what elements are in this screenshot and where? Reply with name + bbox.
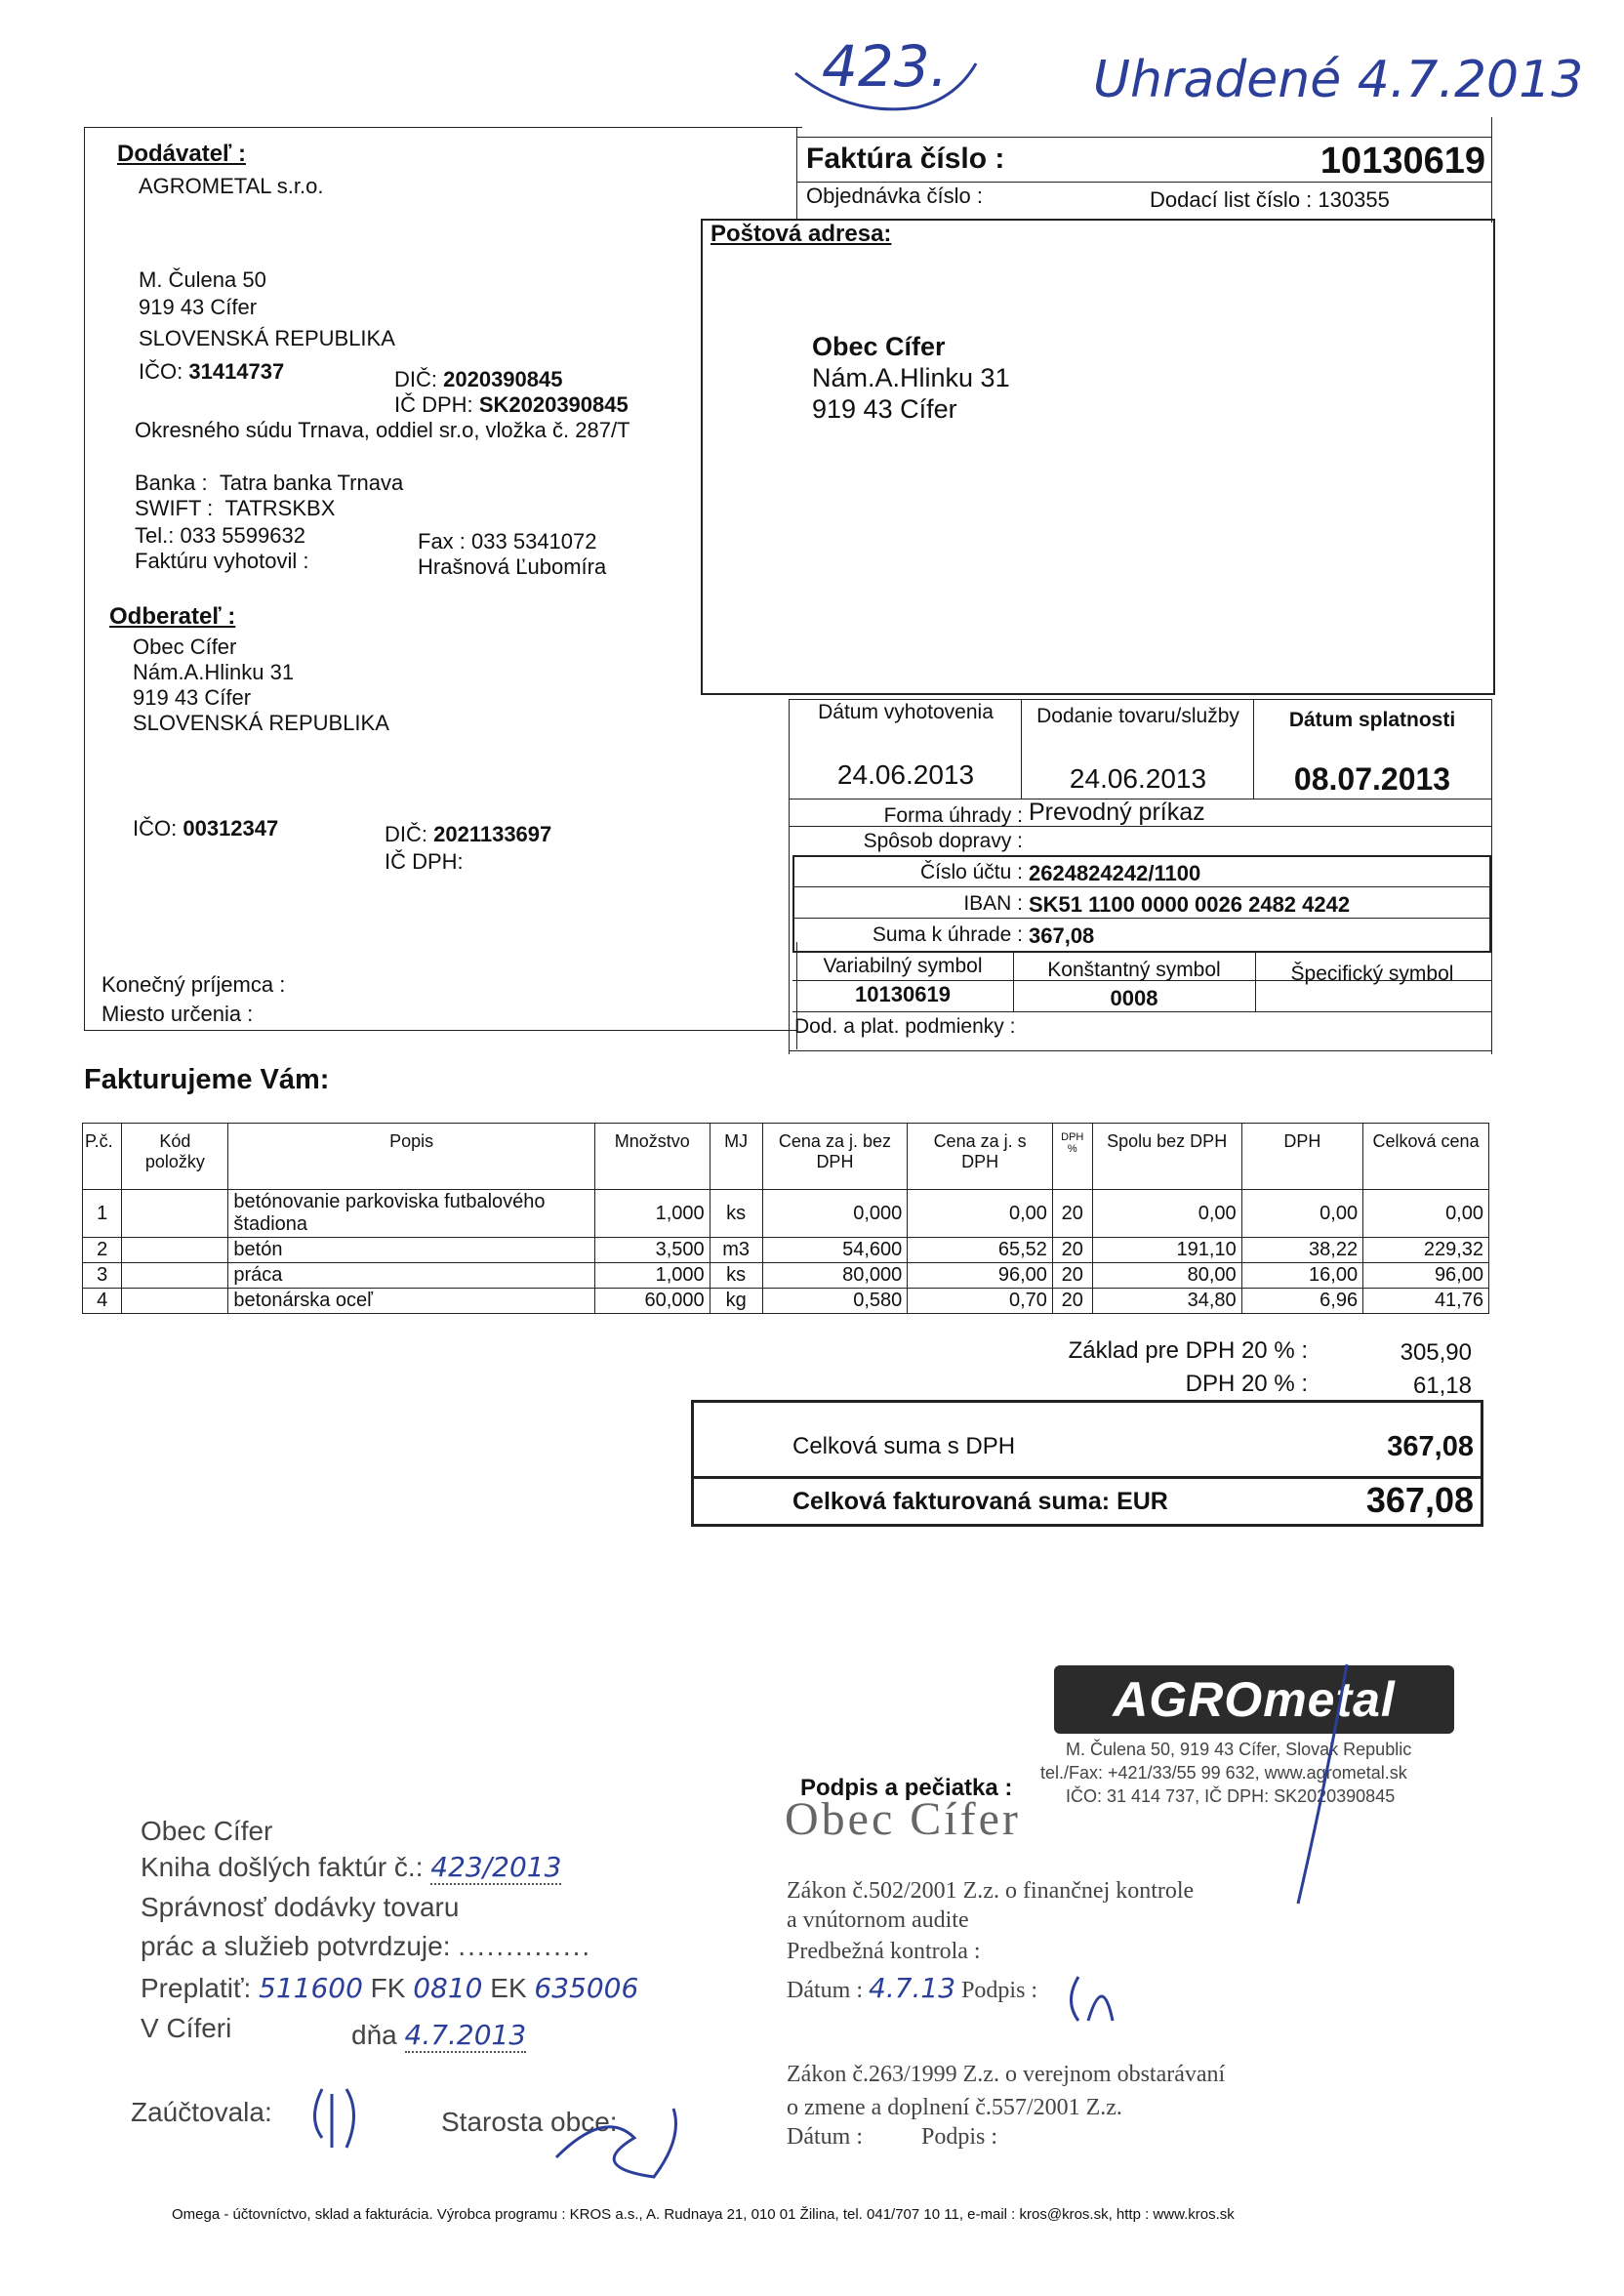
payment-line-2 xyxy=(792,886,1491,887)
col-qty: Množstvo xyxy=(594,1124,710,1190)
cell-vat: 38,22 xyxy=(1241,1238,1362,1263)
cell-total: 41,76 xyxy=(1363,1289,1489,1314)
cell-code xyxy=(122,1190,228,1238)
due-date: 08.07.2013 xyxy=(1293,761,1451,797)
receipt-place: V Cíferi xyxy=(141,2013,232,2043)
cell-total-net: 34,80 xyxy=(1092,1289,1241,1314)
stamp-line2: tel./Fax: +421/33/55 99 632, www.agrometal.sk xyxy=(1040,1763,1407,1783)
issued-label: Dátum vyhotovenia xyxy=(818,701,994,723)
cell-desc: betonárska oceľ xyxy=(228,1289,594,1314)
col-vat-pct: DPH % xyxy=(1052,1124,1092,1190)
total-vat-value: 367,08 xyxy=(1387,1431,1474,1462)
col-price: Cena za j. bez DPH xyxy=(762,1124,908,1190)
cell-qty: 1,000 xyxy=(594,1263,710,1289)
table-row xyxy=(83,1190,1489,1238)
dates-divider-1 xyxy=(1021,699,1022,799)
handwritten-number: 423. xyxy=(822,33,949,100)
cell-no: 4 xyxy=(83,1289,122,1314)
customer-street: Nám.A.Hlinku 31 xyxy=(133,660,295,684)
cell-code xyxy=(122,1238,228,1263)
ks-value: 0008 xyxy=(1110,986,1158,1010)
cell-code xyxy=(122,1289,228,1314)
delivery-date: 24.06.2013 xyxy=(1069,763,1207,794)
customer-dic: DIČ: 2021133697 xyxy=(385,822,552,846)
payment-line-3 xyxy=(792,918,1491,919)
items-header-row xyxy=(83,1124,1489,1190)
invoice-top-line xyxy=(796,137,1491,138)
terms-label: Dod. a plat. podmienky : xyxy=(794,1015,1016,1038)
cell-vat-pct: 20 xyxy=(1052,1263,1092,1289)
frame-bottom xyxy=(84,1030,796,1031)
ks-label: Konštantný symbol xyxy=(1047,959,1221,981)
cell-price-vat: 0,70 xyxy=(908,1289,1053,1314)
grand-value: 367,08 xyxy=(1365,1480,1474,1520)
cell-qty: 60,000 xyxy=(594,1289,710,1314)
col-vat: DPH xyxy=(1241,1124,1362,1190)
supplier-dic: DIČ: 2020390845 xyxy=(394,367,563,391)
agrometal-logo[interactable]: AGROmetal xyxy=(1054,1665,1454,1734)
customer-country: SLOVENSKÁ REPUBLIKA xyxy=(133,711,389,735)
control-date2: Dátum : Podpis : xyxy=(787,2124,998,2150)
total-vat-label: Celková suma s DPH xyxy=(792,1433,1016,1459)
payment-line-1 xyxy=(789,826,1491,827)
supplier-name: AGROMETAL s.r.o. xyxy=(139,174,324,198)
delivery-note: Dodací list číslo : 130355 xyxy=(1150,187,1390,212)
invoice-title: Faktúra číslo : xyxy=(806,143,1005,175)
invoice-right-line xyxy=(1491,117,1492,223)
cell-unit: ks xyxy=(710,1263,762,1289)
cell-price: 0,000 xyxy=(762,1190,908,1238)
cell-total-net: 80,00 xyxy=(1092,1263,1241,1289)
cell-total: 0,00 xyxy=(1363,1190,1489,1238)
cell-price-vat: 96,00 xyxy=(908,1263,1053,1289)
supplier-fax: Fax : 033 5341072 xyxy=(418,529,597,554)
receipt-mayor: Starosta obce: xyxy=(441,2107,618,2137)
supplier-swift: SWIFT : TATRSKBX xyxy=(135,496,336,520)
dates-left-line xyxy=(789,699,790,1054)
ss-label: Špecifický symbol xyxy=(1290,963,1454,985)
vat-label: DPH 20 % : xyxy=(1185,1371,1308,1397)
booked-signature xyxy=(303,2079,381,2157)
cell-unit: ks xyxy=(710,1190,762,1238)
amount-value: 367,08 xyxy=(1029,923,1095,948)
base-label: Základ pre DPH 20 % : xyxy=(1068,1337,1308,1364)
cell-no: 3 xyxy=(83,1263,122,1289)
table-row xyxy=(83,1238,1489,1263)
postal-street: Nám.A.Hlinku 31 xyxy=(812,363,1010,392)
issued-date: 24.06.2013 xyxy=(836,759,975,790)
supplier-register: Okresného súdu Trnava, oddiel sr.o, vložka č. 287/T xyxy=(135,418,630,442)
footer-text: Omega - účtovníctvo, sklad a fakturácia. Výrobca programu : KROS a.s., A. Rudnaya 21, 010 01 Žilina, tel. 041/707 10 11, e-mail : kros@kros.sk, http : www.kros.sk xyxy=(172,2206,1235,2223)
customer-ico: IČO: 00312347 xyxy=(133,816,279,840)
base-value: 305,90 xyxy=(1400,1339,1472,1366)
receipt-booked: Zaúčtovala: xyxy=(131,2097,272,2127)
due-label: Dátum splatnosti xyxy=(1288,709,1456,731)
cell-price: 54,600 xyxy=(762,1238,908,1263)
customer-icdph: IČ DPH: xyxy=(385,849,464,874)
invoice-line-2 xyxy=(796,182,1491,183)
symbol-divider-2 xyxy=(1255,953,1256,1011)
cell-unit: kg xyxy=(710,1289,762,1314)
cell-vat: 0,00 xyxy=(1241,1190,1362,1238)
postal-box xyxy=(701,219,1495,695)
place-label: Miesto určenia : xyxy=(102,1002,254,1026)
receipt-title: Obec Cífer xyxy=(141,1816,273,1846)
col-no: P.č. xyxy=(83,1124,122,1190)
cell-total-net: 191,10 xyxy=(1092,1238,1241,1263)
supplier-issuer: Hrašnová Ľubomíra xyxy=(418,554,607,579)
control-prelim: Predbežná kontrola : xyxy=(787,1939,981,1964)
items-table xyxy=(82,1123,1489,1314)
control-title: Obec Cífer xyxy=(785,1793,1021,1845)
postal-heading: Poštová adresa: xyxy=(710,221,892,247)
payment-bottom-line xyxy=(789,1050,1491,1051)
postal-city: 919 43 Cífer xyxy=(812,394,957,424)
receipt-line4: prác a služieb potvrdzuje: .............. xyxy=(141,1931,592,1961)
control-law1: Zákon č.502/2001 Z.z. o finančnej kontrole xyxy=(787,1878,1195,1904)
dates-top-line xyxy=(789,699,1491,700)
cell-vat: 16,00 xyxy=(1241,1263,1362,1289)
grand-label: Celková fakturovaná suma: EUR xyxy=(792,1488,1168,1515)
mayor-signature xyxy=(547,2099,693,2187)
supplier-ico: IČO: 31414737 xyxy=(139,359,285,384)
order-label: Objednávka číslo : xyxy=(806,184,983,208)
vs-value: 10130619 xyxy=(855,982,951,1006)
cell-code xyxy=(122,1263,228,1289)
cell-no: 1 xyxy=(83,1190,122,1238)
cell-qty: 1,000 xyxy=(594,1190,710,1238)
items-heading: Fakturujeme Vám: xyxy=(84,1064,330,1095)
cell-total: 229,32 xyxy=(1363,1238,1489,1263)
cell-vat: 6,96 xyxy=(1241,1289,1362,1314)
cell-price-vat: 0,00 xyxy=(908,1190,1053,1238)
vs-label: Variabilný symbol xyxy=(823,955,983,977)
col-total: Celková cena xyxy=(1363,1124,1489,1190)
method-value: Prevodný príkaz xyxy=(1029,799,1205,826)
customer-heading: Odberateľ : xyxy=(109,603,236,630)
cell-total: 96,00 xyxy=(1363,1263,1489,1289)
signature-scribble xyxy=(1259,1660,1376,1913)
supplier-country: SLOVENSKÁ REPUBLIKA xyxy=(139,326,395,350)
cell-no: 2 xyxy=(83,1238,122,1263)
signature-label: Podpis a pečiatka : xyxy=(800,1775,1013,1801)
account-value: 2624824242/1100 xyxy=(1029,861,1201,885)
cell-desc: práca xyxy=(228,1263,594,1289)
supplier-street: M. Čulena 50 xyxy=(139,267,266,292)
cell-vat-pct: 20 xyxy=(1052,1190,1092,1238)
supplier-bank: Banka : Tatra banka Trnava xyxy=(135,471,404,495)
dates-right-line xyxy=(1491,699,1492,1054)
final-recipient-label: Konečný príjemca : xyxy=(102,972,286,997)
vat-value: 61,18 xyxy=(1412,1373,1472,1399)
col-unit: MJ xyxy=(710,1124,762,1190)
frame-mid xyxy=(796,127,797,220)
col-price-vat: Cena za j. s DPH xyxy=(908,1124,1053,1190)
supplier-icdph: IČ DPH: SK2020390845 xyxy=(394,392,629,417)
control-law1b: a vnútornom audite xyxy=(787,1907,969,1933)
payment-line-4 xyxy=(792,980,1491,981)
frame-top xyxy=(84,127,802,128)
supplier-issuer-label: Faktúru vyhotovil : xyxy=(135,549,309,573)
table-row xyxy=(83,1289,1489,1314)
transport-label: Spôsob dopravy : xyxy=(863,830,1023,852)
invoice-number: 10130619 xyxy=(1320,141,1485,182)
col-total-net: Spolu bez DPH xyxy=(1092,1124,1241,1190)
handwritten-circle xyxy=(791,59,986,117)
cell-desc: betón xyxy=(228,1238,594,1263)
control-law2b: o zmene a doplnení č.557/2001 Z.z. xyxy=(787,2095,1122,2120)
total-divider xyxy=(691,1476,1483,1479)
dates-divider-2 xyxy=(1253,699,1254,799)
cell-vat-pct: 20 xyxy=(1052,1289,1092,1314)
symbol-divider-1 xyxy=(1013,953,1014,1011)
amount-label: Suma k úhrade : xyxy=(872,923,1023,946)
supplier-tel: Tel.: 033 5599632 xyxy=(135,523,305,548)
customer-city: 919 43 Cífer xyxy=(133,685,252,710)
cell-qty: 3,500 xyxy=(594,1238,710,1263)
iban-label: IBAN : xyxy=(963,892,1023,915)
control-law2: Zákon č.263/1999 Z.z. o verejnom obstarávaní xyxy=(787,2062,1226,2087)
stamp-line3: IČO: 31 414 737, IČ DPH: SK2020390845 xyxy=(1066,1786,1396,1806)
postal-name: Obec Cífer xyxy=(812,332,946,361)
cell-price-vat: 65,52 xyxy=(908,1238,1053,1263)
control-signature xyxy=(1064,1962,1132,2030)
account-label: Číslo účtu : xyxy=(919,861,1023,883)
col-code: Kód položky xyxy=(122,1124,228,1190)
frame-left xyxy=(84,127,85,1030)
payment-line-5 xyxy=(792,1011,1491,1012)
customer-name: Obec Cífer xyxy=(133,635,237,659)
cell-unit: m3 xyxy=(710,1238,762,1263)
cell-price: 80,000 xyxy=(762,1263,908,1289)
control-date: Dátum : 4.7.13 Podpis : xyxy=(787,1972,1038,2004)
cell-desc: betónovanie parkoviska futbalového štadiona xyxy=(228,1190,594,1238)
supplier-heading: Dodávateľ : xyxy=(117,141,246,167)
cell-vat-pct: 20 xyxy=(1052,1238,1092,1263)
receipt-line5: Preplatiť: 511600 FK 0810 EK 635006 xyxy=(141,1972,639,2004)
table-row xyxy=(83,1263,1489,1289)
receipt-book: Kniha došlých faktúr č.: 423/2013 xyxy=(141,1851,562,1883)
stamp-line1: M. Čulena 50, 919 43 Cífer, Slovak Republic xyxy=(1066,1740,1412,1759)
handwritten-paid-note: Uhradené 4.7.2013 xyxy=(1093,51,1584,109)
supplier-city: 919 43 Cífer xyxy=(139,295,258,319)
receipt-line3: Správnosť dodávky tovaru xyxy=(141,1892,460,1922)
delivery-date-label: Dodanie tovaru/služby xyxy=(1036,705,1239,727)
cell-price: 0,580 xyxy=(762,1289,908,1314)
iban-value: SK51 1100 0000 0026 2482 4242 xyxy=(1029,892,1351,917)
method-label: Forma úhrady : xyxy=(883,804,1023,827)
cell-total-net: 0,00 xyxy=(1092,1190,1241,1238)
receipt-date: dňa 4.7.2013 xyxy=(351,2019,527,2051)
col-desc: Popis xyxy=(228,1124,594,1190)
